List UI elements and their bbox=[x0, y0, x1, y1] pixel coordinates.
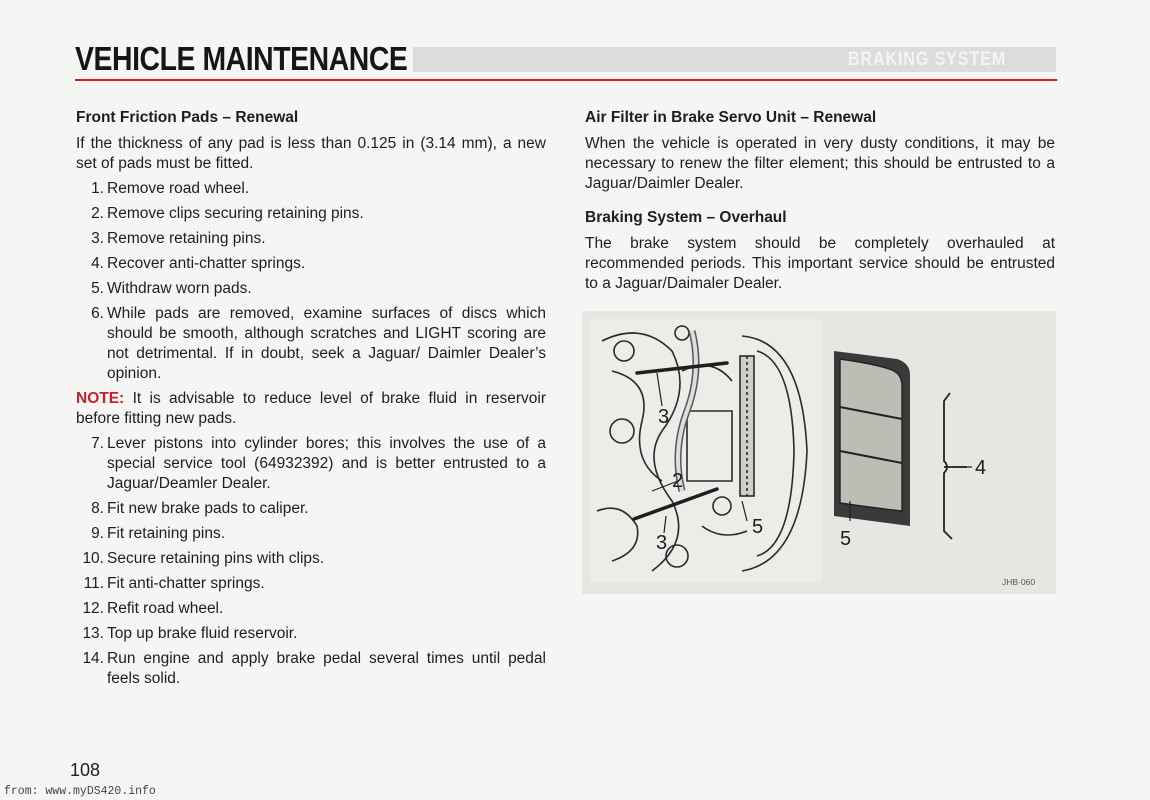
header-rule bbox=[75, 79, 1057, 81]
step-number: 5. bbox=[91, 280, 104, 297]
step-number: 10. bbox=[82, 550, 104, 567]
step-text: Fit anti-chatter springs. bbox=[107, 575, 265, 592]
pads-heading: Front Friction Pads – Renewal bbox=[76, 109, 299, 126]
step-text: Remove retaining pins. bbox=[107, 230, 266, 247]
note-text: It is advisable to reduce level of brake fluid in reservoir before fitting new pads. bbox=[76, 390, 546, 427]
step-text: While pads are removed, examine surfaces of discs which should be smooth, although scratches and LIGHT scoring are not detrimental. If in doubt, seek a Jaguar/ Daimler Dealer’s opinion. bbox=[107, 305, 546, 382]
steps-list-1 bbox=[76, 179, 546, 384]
section-label: BRAKING SYSTEM bbox=[847, 49, 1006, 70]
list-item bbox=[76, 574, 546, 594]
step-number: 12. bbox=[82, 600, 104, 617]
list-item bbox=[76, 624, 546, 644]
air-filter-heading: Air Filter in Brake Servo Unit – Renewal bbox=[585, 109, 877, 126]
step-number: 4. bbox=[91, 255, 104, 272]
list-item bbox=[76, 499, 546, 519]
steps-list-2 bbox=[76, 434, 546, 689]
step-text: Remove clips securing retaining pins. bbox=[107, 205, 364, 222]
step-number: 8. bbox=[91, 500, 104, 517]
page-number: 108 bbox=[70, 760, 101, 780]
callout-label: 3 bbox=[656, 532, 668, 554]
overhaul-section bbox=[585, 208, 1055, 294]
step-number: 3. bbox=[91, 230, 104, 247]
step-text: Withdraw worn pads. bbox=[107, 280, 252, 297]
list-item bbox=[76, 599, 546, 619]
step-text: Recover anti-chatter springs. bbox=[107, 255, 306, 272]
list-item bbox=[76, 434, 546, 494]
air-filter-text: When the vehicle is operated in very dusty conditions, it may be necessary to renew the filter element; this should be entrusted to a Jaguar/Daimler Dealer. bbox=[585, 135, 1055, 192]
page-header bbox=[75, 38, 1057, 84]
figure-ref: JHB·060 bbox=[1002, 577, 1036, 587]
page-title: VEHICLE MAINTENANCE bbox=[75, 40, 408, 77]
list-item bbox=[76, 649, 546, 689]
callout-label: 4 bbox=[975, 457, 987, 479]
step-number: 13. bbox=[82, 625, 104, 642]
step-text: Fit new brake pads to caliper. bbox=[107, 500, 309, 517]
callout-label: 2 bbox=[672, 470, 684, 492]
note-label: NOTE: bbox=[76, 390, 125, 407]
callout-label: 5 bbox=[840, 528, 852, 550]
list-item bbox=[76, 304, 546, 384]
callout-label: 5 bbox=[752, 516, 764, 538]
left-column bbox=[76, 108, 546, 689]
list-item bbox=[76, 279, 546, 299]
anti-chatter-spring bbox=[944, 393, 967, 539]
step-number: 1. bbox=[91, 180, 104, 197]
new-brake-pad bbox=[834, 351, 910, 526]
overhaul-heading: Braking System – Overhaul bbox=[585, 209, 787, 226]
step-text: Lever pistons into cylinder bores; this involves the use of a special service tool (64932392) and is better entrusted to a Jaguar/Deamler Dealer. bbox=[107, 435, 546, 492]
list-item bbox=[76, 254, 546, 274]
step-text: Fit retaining pins. bbox=[107, 525, 226, 542]
right-column bbox=[585, 108, 1055, 308]
step-text: Top up brake fluid reservoir. bbox=[107, 625, 298, 642]
step-text: Run engine and apply brake pedal several times until pedal feels solid. bbox=[107, 650, 546, 687]
list-item bbox=[76, 549, 546, 569]
callout-label: 3 bbox=[658, 406, 670, 428]
step-number: 7. bbox=[91, 435, 104, 452]
list-item bbox=[76, 179, 546, 199]
step-number: 6. bbox=[91, 305, 104, 322]
step-number: 11. bbox=[83, 575, 104, 592]
brake-pad-illustration bbox=[582, 311, 1056, 594]
air-filter-section bbox=[585, 108, 1055, 194]
caliper-assembly bbox=[590, 319, 822, 581]
step-text: Refit road wheel. bbox=[107, 600, 224, 617]
step-number: 14. bbox=[82, 650, 104, 667]
note bbox=[76, 389, 546, 429]
source-credit: from: www.myDS420.info bbox=[4, 785, 156, 798]
brake-pad-figure bbox=[582, 311, 1056, 594]
step-text: Secure retaining pins with clips. bbox=[107, 550, 325, 567]
step-text: Remove road wheel. bbox=[107, 180, 250, 197]
pads-intro: If the thickness of any pad is less than 0.125 in (3.14 mm), a new set of pads must be fitted. bbox=[76, 135, 546, 172]
list-item bbox=[76, 524, 546, 544]
list-item bbox=[76, 204, 546, 224]
list-item bbox=[76, 229, 546, 249]
step-number: 2. bbox=[91, 205, 104, 222]
overhaul-text: The brake system should be completely overhauled at recommended periods. This important service should be entrusted to a Jaguar/Daimaler Dealer. bbox=[585, 235, 1055, 292]
section-band bbox=[413, 47, 1056, 72]
step-number: 9. bbox=[91, 525, 104, 542]
